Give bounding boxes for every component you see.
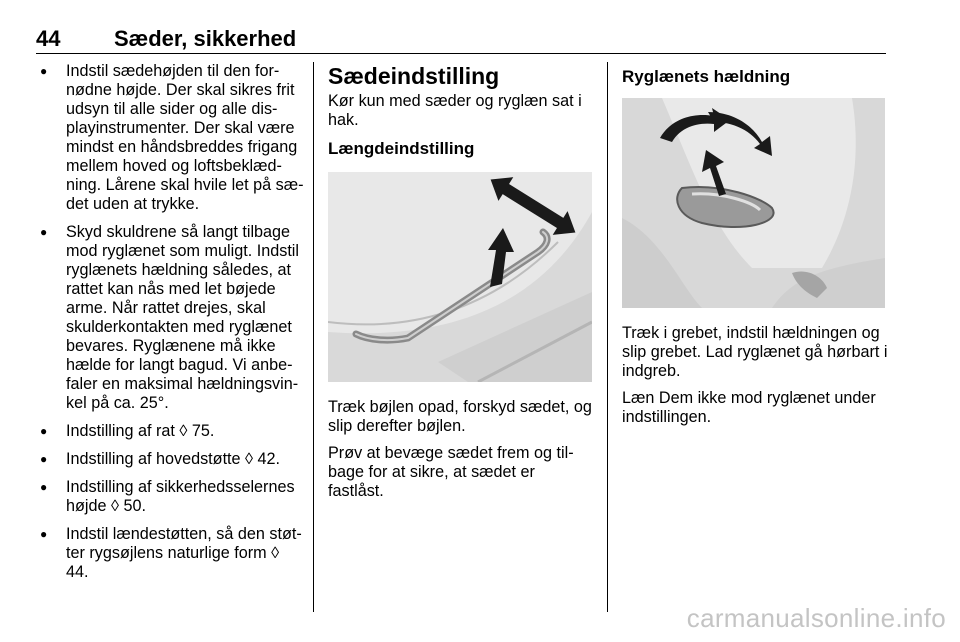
column-divider-1 (313, 62, 314, 612)
instruction-text: Træk bøjlen opad, forskyd sædet, og slip derefter bøjlen. (328, 398, 592, 435)
header-rule (36, 53, 886, 54)
seat-slide-illustration (328, 172, 592, 382)
bullet-item: ● Indstil sædehøjden til den for-nødne højde. Der skal sikres frit udsyn til alle sider og alle dis-playinstrumenter. Der skal være mindst en håndsbreddes frigang mellem hoved og loftsbeklæd-ning. Lårene skal hvile let på sæ-det uden at trykke. (36, 62, 306, 214)
backrest-illustration (622, 98, 885, 308)
instruction-text: Træk i grebet, indstil hældningen og slip grebet. Lad ryglænet gå hørbart i indgreb. (622, 324, 888, 380)
bullet-item: ● Skyd skuldrene så langt tilbage mod ryglænet som muligt. Indstil ryglænets hældning således, at rattet kan nås med let bøjede arme. Når rattet drejes, skal skulderkontakten med ryglænet bevares. Ryglænene må ikke hælde for langt bagud. Vi anbe-faler en maksimal hældningsvin-kel på ca. 25°. (36, 223, 306, 413)
bullet-item: ● Indstilling af sikkerhedsselernes højde ◊ 50. (36, 478, 306, 516)
column-divider-2 (607, 62, 608, 612)
bullet-item: ● Indstilling af hovedstøtte ◊ 42. (36, 450, 306, 469)
page-title: Sæder, sikkerhed (114, 26, 297, 51)
column-2 (328, 62, 592, 509)
section-heading: Sædeindstilling (328, 63, 500, 89)
bullet-item: ● Indstilling af rat ◊ 75. (36, 422, 306, 441)
bullet-item: ● Indstil lændestøtten, så den støt-ter rygsøjlens naturlige form ◊ 44. (36, 525, 306, 582)
column-3 (622, 62, 890, 435)
intro-text: Kør kun med sæder og ryglæn sat i hak. (328, 92, 582, 129)
watermark: carmanualsonline.info (686, 603, 946, 633)
subheading: Længdeindstilling (328, 139, 475, 158)
page-number: 44 (36, 26, 61, 51)
instruction-text: Prøv at bevæge sædet frem og til-bage for at sikre, at sædet er fastlåst. (328, 444, 574, 500)
instruction-text: Læn Dem ikke mod ryglænet under indstillingen. (622, 389, 876, 426)
backrest-drawing (622, 98, 885, 308)
seat-slide-drawing (328, 172, 592, 382)
section-heading: Ryglænets hældning (622, 67, 791, 86)
column-1 (36, 62, 306, 591)
